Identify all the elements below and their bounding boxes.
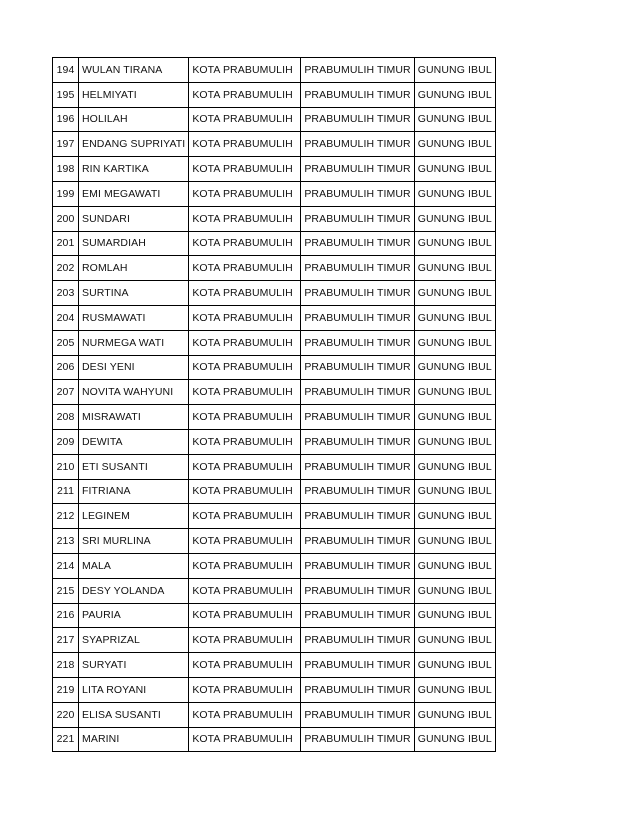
city-cell: KOTA PRABUMULIH <box>189 553 301 578</box>
table-row <box>53 553 496 578</box>
row-number-cell: 213 <box>53 529 79 554</box>
city-cell: KOTA PRABUMULIH <box>189 181 301 206</box>
name-cell: LITA ROYANI <box>79 677 189 702</box>
row-number-cell: 217 <box>53 628 79 653</box>
district-cell: PRABUMULIH TIMUR <box>301 628 414 653</box>
village-cell: GUNUNG IBUL <box>414 206 495 231</box>
village-cell: GUNUNG IBUL <box>414 727 495 752</box>
table-row <box>53 281 496 306</box>
table-row <box>53 405 496 430</box>
table-row <box>53 231 496 256</box>
district-cell: PRABUMULIH TIMUR <box>301 181 414 206</box>
village-cell: GUNUNG IBUL <box>414 82 495 107</box>
name-cell: SUMARDIAH <box>79 231 189 256</box>
village-cell: GUNUNG IBUL <box>414 504 495 529</box>
city-cell: KOTA PRABUMULIH <box>189 107 301 132</box>
city-cell: KOTA PRABUMULIH <box>189 132 301 157</box>
village-cell: GUNUNG IBUL <box>414 429 495 454</box>
village-cell: GUNUNG IBUL <box>414 157 495 182</box>
table-row <box>53 380 496 405</box>
row-number-cell: 195 <box>53 82 79 107</box>
village-cell: GUNUNG IBUL <box>414 553 495 578</box>
village-cell: GUNUNG IBUL <box>414 628 495 653</box>
name-cell: DEWITA <box>79 429 189 454</box>
village-cell: GUNUNG IBUL <box>414 653 495 678</box>
district-cell: PRABUMULIH TIMUR <box>301 206 414 231</box>
city-cell: KOTA PRABUMULIH <box>189 58 301 83</box>
city-cell: KOTA PRABUMULIH <box>189 653 301 678</box>
city-cell: KOTA PRABUMULIH <box>189 157 301 182</box>
village-cell: GUNUNG IBUL <box>414 603 495 628</box>
village-cell: GUNUNG IBUL <box>414 281 495 306</box>
village-cell: GUNUNG IBUL <box>414 677 495 702</box>
table-row <box>53 479 496 504</box>
table-row <box>53 653 496 678</box>
table-row <box>53 256 496 281</box>
village-cell: GUNUNG IBUL <box>414 58 495 83</box>
name-cell: ROMLAH <box>79 256 189 281</box>
village-cell: GUNUNG IBUL <box>414 355 495 380</box>
city-cell: KOTA PRABUMULIH <box>189 578 301 603</box>
city-cell: KOTA PRABUMULIH <box>189 429 301 454</box>
name-cell: SYAPRIZAL <box>79 628 189 653</box>
row-number-cell: 212 <box>53 504 79 529</box>
name-cell: DESI YENI <box>79 355 189 380</box>
district-cell: PRABUMULIH TIMUR <box>301 454 414 479</box>
data-table <box>52 57 496 752</box>
table-row <box>53 58 496 83</box>
table-row <box>53 702 496 727</box>
row-number-cell: 207 <box>53 380 79 405</box>
city-cell: KOTA PRABUMULIH <box>189 82 301 107</box>
village-cell: GUNUNG IBUL <box>414 454 495 479</box>
city-cell: KOTA PRABUMULIH <box>189 380 301 405</box>
name-cell: WULAN TIRANA <box>79 58 189 83</box>
name-cell: RUSMAWATI <box>79 305 189 330</box>
village-cell: GUNUNG IBUL <box>414 702 495 727</box>
district-cell: PRABUMULIH TIMUR <box>301 355 414 380</box>
district-cell: PRABUMULIH TIMUR <box>301 82 414 107</box>
district-cell: PRABUMULIH TIMUR <box>301 231 414 256</box>
table-row <box>53 529 496 554</box>
row-number-cell: 216 <box>53 603 79 628</box>
table-row <box>53 107 496 132</box>
village-cell: GUNUNG IBUL <box>414 578 495 603</box>
village-cell: GUNUNG IBUL <box>414 107 495 132</box>
city-cell: KOTA PRABUMULIH <box>189 504 301 529</box>
city-cell: KOTA PRABUMULIH <box>189 305 301 330</box>
district-cell: PRABUMULIH TIMUR <box>301 677 414 702</box>
name-cell: ETI SUSANTI <box>79 454 189 479</box>
district-cell: PRABUMULIH TIMUR <box>301 281 414 306</box>
name-cell: EMI MEGAWATI <box>79 181 189 206</box>
row-number-cell: 202 <box>53 256 79 281</box>
district-cell: PRABUMULIH TIMUR <box>301 157 414 182</box>
village-cell: GUNUNG IBUL <box>414 181 495 206</box>
row-number-cell: 210 <box>53 454 79 479</box>
district-cell: PRABUMULIH TIMUR <box>301 529 414 554</box>
district-cell: PRABUMULIH TIMUR <box>301 553 414 578</box>
row-number-cell: 194 <box>53 58 79 83</box>
row-number-cell: 218 <box>53 653 79 678</box>
district-cell: PRABUMULIH TIMUR <box>301 504 414 529</box>
row-number-cell: 219 <box>53 677 79 702</box>
name-cell: PAURIA <box>79 603 189 628</box>
table-row <box>53 628 496 653</box>
district-cell: PRABUMULIH TIMUR <box>301 256 414 281</box>
row-number-cell: 197 <box>53 132 79 157</box>
city-cell: KOTA PRABUMULIH <box>189 281 301 306</box>
city-cell: KOTA PRABUMULIH <box>189 677 301 702</box>
table-row <box>53 677 496 702</box>
district-cell: PRABUMULIH TIMUR <box>301 429 414 454</box>
district-cell: PRABUMULIH TIMUR <box>301 405 414 430</box>
row-number-cell: 211 <box>53 479 79 504</box>
village-cell: GUNUNG IBUL <box>414 132 495 157</box>
name-cell: MARINI <box>79 727 189 752</box>
row-number-cell: 215 <box>53 578 79 603</box>
name-cell: NURMEGA WATI <box>79 330 189 355</box>
name-cell: MISRAWATI <box>79 405 189 430</box>
row-number-cell: 209 <box>53 429 79 454</box>
district-cell: PRABUMULIH TIMUR <box>301 107 414 132</box>
city-cell: KOTA PRABUMULIH <box>189 529 301 554</box>
row-number-cell: 214 <box>53 553 79 578</box>
city-cell: KOTA PRABUMULIH <box>189 702 301 727</box>
row-number-cell: 198 <box>53 157 79 182</box>
table-row <box>53 132 496 157</box>
name-cell: SURTINA <box>79 281 189 306</box>
village-cell: GUNUNG IBUL <box>414 479 495 504</box>
row-number-cell: 206 <box>53 355 79 380</box>
table-row <box>53 727 496 752</box>
city-cell: KOTA PRABUMULIH <box>189 405 301 430</box>
table-row <box>53 206 496 231</box>
name-cell: LEGINEM <box>79 504 189 529</box>
row-number-cell: 200 <box>53 206 79 231</box>
district-cell: PRABUMULIH TIMUR <box>301 58 414 83</box>
row-number-cell: 204 <box>53 305 79 330</box>
row-number-cell: 221 <box>53 727 79 752</box>
table-body <box>53 58 496 752</box>
table-row <box>53 157 496 182</box>
district-cell: PRABUMULIH TIMUR <box>301 132 414 157</box>
village-cell: GUNUNG IBUL <box>414 529 495 554</box>
district-cell: PRABUMULIH TIMUR <box>301 479 414 504</box>
district-cell: PRABUMULIH TIMUR <box>301 653 414 678</box>
village-cell: GUNUNG IBUL <box>414 305 495 330</box>
table-row <box>53 454 496 479</box>
district-cell: PRABUMULIH TIMUR <box>301 603 414 628</box>
name-cell: ENDANG SUPRIYATI <box>79 132 189 157</box>
city-cell: KOTA PRABUMULIH <box>189 256 301 281</box>
name-cell: NOVITA WAHYUNI <box>79 380 189 405</box>
name-cell: HELMIYATI <box>79 82 189 107</box>
village-cell: GUNUNG IBUL <box>414 330 495 355</box>
table-row <box>53 181 496 206</box>
city-cell: KOTA PRABUMULIH <box>189 603 301 628</box>
village-cell: GUNUNG IBUL <box>414 231 495 256</box>
name-cell: FITRIANA <box>79 479 189 504</box>
name-cell: SUNDARI <box>79 206 189 231</box>
row-number-cell: 201 <box>53 231 79 256</box>
table-row <box>53 504 496 529</box>
name-cell: MALA <box>79 553 189 578</box>
village-cell: GUNUNG IBUL <box>414 405 495 430</box>
row-number-cell: 220 <box>53 702 79 727</box>
name-cell: SRI MURLINA <box>79 529 189 554</box>
table-row <box>53 429 496 454</box>
city-cell: KOTA PRABUMULIH <box>189 479 301 504</box>
row-number-cell: 199 <box>53 181 79 206</box>
row-number-cell: 205 <box>53 330 79 355</box>
name-cell: ELISA SUSANTI <box>79 702 189 727</box>
table-row <box>53 305 496 330</box>
village-cell: GUNUNG IBUL <box>414 256 495 281</box>
name-cell: HOLILAH <box>79 107 189 132</box>
city-cell: KOTA PRABUMULIH <box>189 355 301 380</box>
city-cell: KOTA PRABUMULIH <box>189 330 301 355</box>
district-cell: PRABUMULIH TIMUR <box>301 727 414 752</box>
row-number-cell: 203 <box>53 281 79 306</box>
table-row <box>53 330 496 355</box>
table-row <box>53 603 496 628</box>
city-cell: KOTA PRABUMULIH <box>189 628 301 653</box>
district-cell: PRABUMULIH TIMUR <box>301 702 414 727</box>
city-cell: KOTA PRABUMULIH <box>189 206 301 231</box>
district-cell: PRABUMULIH TIMUR <box>301 380 414 405</box>
table-row <box>53 82 496 107</box>
district-cell: PRABUMULIH TIMUR <box>301 305 414 330</box>
district-cell: PRABUMULIH TIMUR <box>301 330 414 355</box>
table-row <box>53 355 496 380</box>
city-cell: KOTA PRABUMULIH <box>189 231 301 256</box>
district-cell: PRABUMULIH TIMUR <box>301 578 414 603</box>
name-cell: SURYATI <box>79 653 189 678</box>
name-cell: DESY YOLANDA <box>79 578 189 603</box>
city-cell: KOTA PRABUMULIH <box>189 454 301 479</box>
table-row <box>53 578 496 603</box>
city-cell: KOTA PRABUMULIH <box>189 727 301 752</box>
village-cell: GUNUNG IBUL <box>414 380 495 405</box>
row-number-cell: 208 <box>53 405 79 430</box>
row-number-cell: 196 <box>53 107 79 132</box>
name-cell: RIN KARTIKA <box>79 157 189 182</box>
